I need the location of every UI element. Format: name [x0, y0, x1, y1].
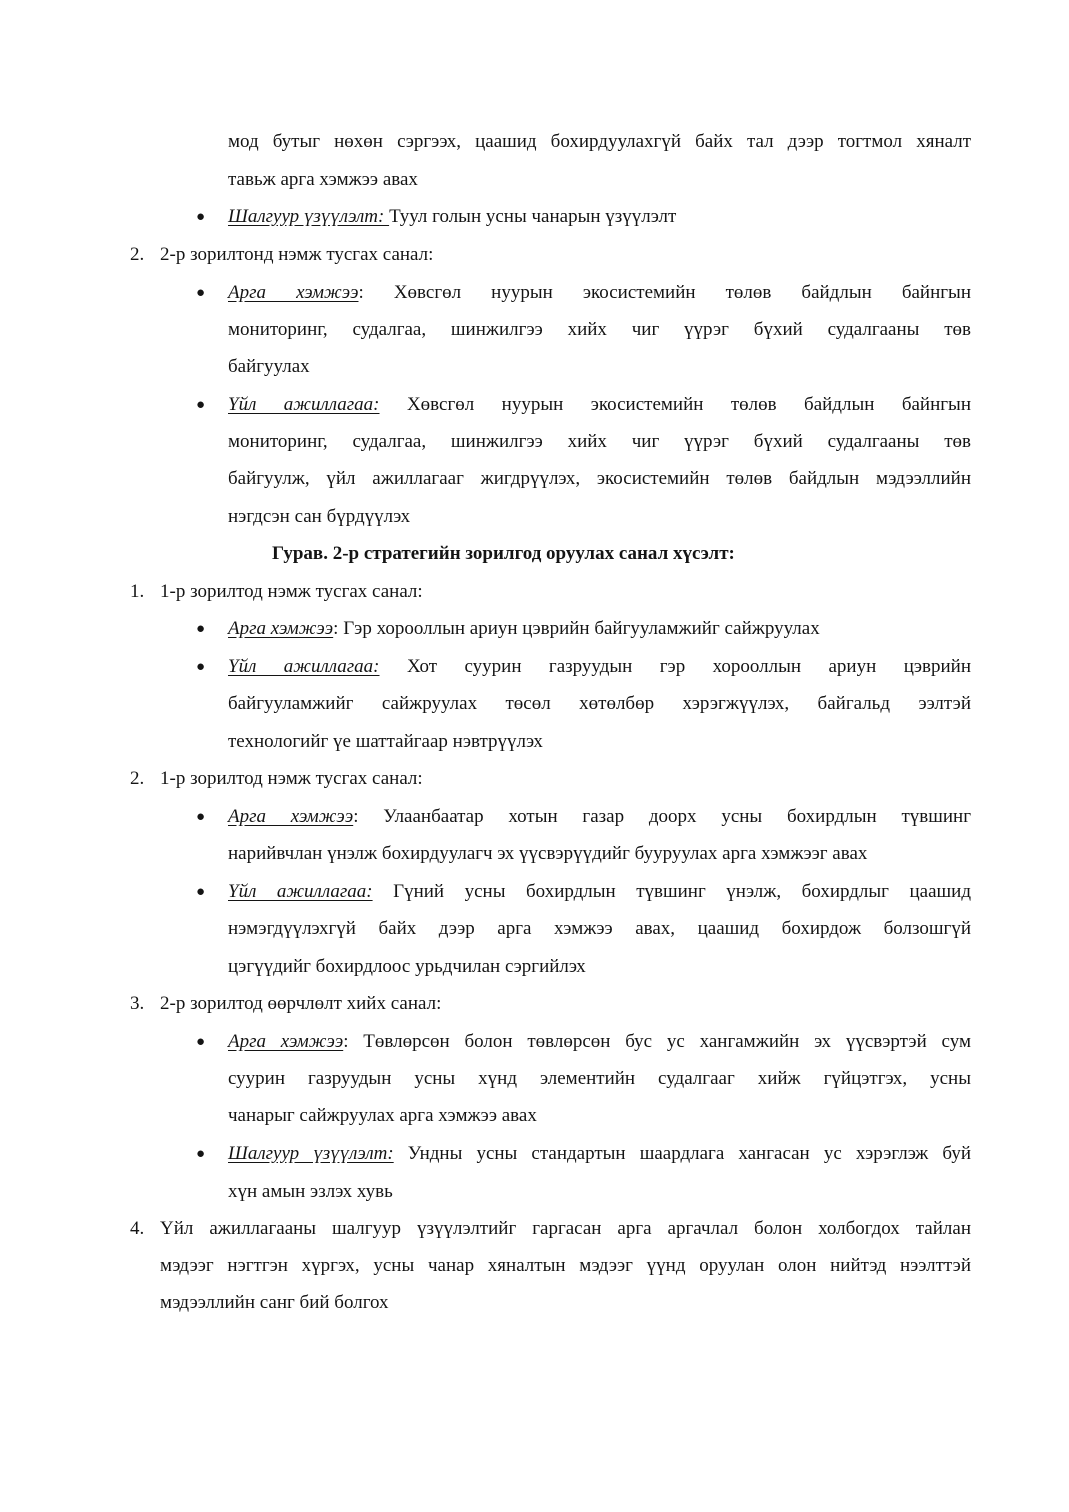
bullet-marker: ● [196, 209, 206, 225]
bullet-body: Хот суурин газруудын гэр хорооллын ариун цэврийн [379, 656, 971, 677]
bullet-marker: ● [196, 809, 206, 825]
bullet-label: Үйл ажиллагаа: [228, 881, 373, 902]
paragraph-line: мэдээг нэгтгэн хүргэх, усны чанар хяналтын мэдээг үүнд оруулан олон нийтэд нээлттэй [160, 1255, 971, 1276]
list-number: 1. [130, 581, 145, 602]
paragraph-line: тавьж арга хэмжээ авах [228, 169, 418, 190]
list-number: 2. [130, 244, 145, 265]
bullet-text [228, 805, 971, 829]
bullet-marker: ● [196, 1034, 206, 1050]
bullet-text [228, 205, 676, 229]
paragraph-line: нэгдсэн сан бүрдүүлэх [228, 506, 411, 527]
bullet-text [228, 655, 971, 679]
list-item-text: 2-р зорилтонд нэмж тусгах санал: [160, 244, 434, 265]
bullet-text [228, 1142, 971, 1166]
paragraph-line: мониторинг, судалгаа, шинжилгээ хийх чиг үүрэг бүхий судалгааны төв [228, 319, 971, 340]
list-item-text: 1-р зорилтод нэмж тусгах санал: [160, 768, 423, 789]
bullet-body: : Улаанбаатар хотын газар доорх усны бохирдлын түвшинг [353, 806, 971, 827]
paragraph-line: цэгүүдийг бохирдлоос урьдчилан сэргийлэх [228, 956, 586, 977]
bullet-label: Арга хэмжээ [228, 1031, 344, 1052]
paragraph-line: хүн амын эзлэх хувь [228, 1181, 393, 1202]
list-item-text: 1-р зорилтод нэмж тусгах санал: [160, 581, 423, 602]
paragraph-line: чанарыг сайжруулах арга хэмжээ авах [228, 1105, 537, 1126]
paragraph-line: байгууламжийг сайжруулах төсөл хөтөлбөр хэрэгжүүлэх, байгальд ээлтэй [228, 693, 971, 714]
bullet-label: Арга хэмжээ [228, 618, 334, 639]
paragraph-line: технологийг үе шаттайгаар нэвтрүүлэх [228, 731, 543, 752]
bullet-text [228, 281, 971, 305]
list-item-text: 2-р зорилтод өөрчлөлт хийх санал: [160, 993, 442, 1014]
paragraph-line: мод бутыг нөхөн сэргээх, цаашид бохирдуулахгүй байх тал дээр тогтмол хяналт [228, 131, 971, 152]
bullet-marker: ● [196, 621, 206, 637]
paragraph-line: байгуулах [228, 356, 310, 377]
paragraph-line: мониторинг, судалгаа, шинжилгээ хийх чиг үүрэг бүхий судалгааны төв [228, 431, 971, 452]
bullet-body: Туул голын усны чанарын үзүүлэлт [389, 206, 677, 227]
bullet-text [228, 880, 971, 904]
bullet-body: Ундны усны стандартын шаардлага хангасан ус хэрэглэж буй [393, 1143, 971, 1164]
bullet-marker: ● [196, 884, 206, 900]
bullet-body: Хөвсгөл нуурын экосистемийн төлөв байдлын байнгын [379, 394, 971, 415]
bullet-marker: ● [196, 397, 206, 413]
bullet-label: Шалгуур үзүүлэлт: [228, 1143, 394, 1164]
bullet-label: Үйл ажиллагаа: [228, 394, 380, 415]
bullet-label: Шалгуур үзүүлэлт: [228, 206, 390, 227]
bullet-marker: ● [196, 659, 206, 675]
bullet-label: Үйл ажиллагаа: [228, 656, 380, 677]
bullet-text [228, 617, 820, 641]
paragraph-line: Үйл ажиллагааны шалгуур үзүүлэлтийг гаргасан арга аргачлал болон холбогдох тайлан [160, 1218, 971, 1239]
list-number: 2. [130, 768, 145, 789]
list-number: 4. [130, 1218, 145, 1239]
bullet-marker: ● [196, 1146, 206, 1162]
bullet-label: Арга хэмжээ [228, 806, 354, 827]
paragraph-line: нарийвчлан үнэлж бохирдуулагч эх үүсвэрүүдийг бууруулах арга хэмжээг авах [228, 843, 868, 864]
list-number: 3. [130, 993, 145, 1014]
paragraph-line: суурин газруудын усны хүнд элементийн судалгааг хийж гүйцэтгэх, усны [228, 1068, 971, 1089]
bullet-body: : Хөвсгөл нуурын экосистемийн төлөв байдлын байнгын [358, 282, 971, 303]
bullet-body: : Гэр хорооллын ариун цэврийн байгууламжийг сайжруулах [333, 618, 820, 639]
paragraph-line: байгуулж, үйл ажиллагааг жигдрүүлэх, экосистемийн төлөв байдлын мэдээллийн [228, 468, 971, 489]
bullet-body: Гүний усны бохирдлын түвшинг үнэлж, бохирдлыг цаашид [372, 881, 971, 902]
bullet-label: Арга хэмжээ [228, 282, 359, 303]
bullet-body: : Төвлөрсөн болон төвлөрсөн бус ус хангамжийн эх үүсвэртэй сум [343, 1031, 971, 1052]
bullet-marker: ● [196, 285, 206, 301]
bullet-text [228, 1030, 971, 1054]
section-heading: Гурав. 2-р стратегийн зорилгод оруулах санал хүсэлт: [272, 543, 735, 564]
bullet-text [228, 393, 971, 417]
paragraph-line: нэмэгдүүлэхгүй байх дээр арга хэмжээ авах, цаашид бохирдож болзошгүй [228, 918, 971, 939]
paragraph-line: мэдээллийн санг бий болгох [160, 1292, 389, 1313]
